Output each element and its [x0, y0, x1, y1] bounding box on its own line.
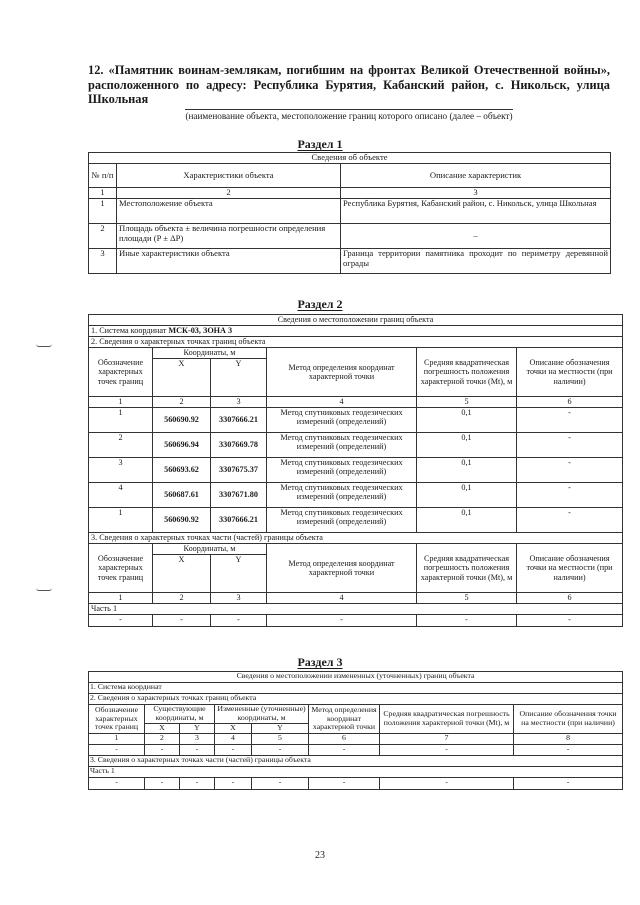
col-number-header: № п/п [89, 164, 117, 188]
index-cell: 4 [267, 593, 417, 604]
col-description-header: Описание характеристик [341, 164, 611, 188]
index-cell: 2 [117, 188, 341, 199]
index-cell: 1 [89, 188, 117, 199]
index-cell: 2 [153, 593, 211, 604]
index-cell: 2 [145, 734, 180, 745]
col-x-header: X [153, 359, 211, 397]
col-point-header: Обозначение характерных точек границ [89, 544, 153, 593]
col-accuracy-header: Средняя квадратическая погрешность положения характерной точки (Mt), м [417, 544, 517, 593]
col-x-header: X [145, 724, 180, 734]
margin-mark [36, 588, 52, 591]
index-cell: 5 [417, 397, 517, 408]
col-changed-coords-header: Измененные (уточненные) координаты, м [215, 705, 309, 724]
table-row: 1 Местоположение объекта Республика Бурятия, Кабанский район, с. Никольск, улица Школьная [89, 199, 611, 224]
table-row: - - - - - - [89, 615, 623, 627]
index-cell: 2 [153, 397, 211, 408]
margin-mark [36, 344, 52, 347]
points-subheading: 2. Сведения о характерных точках границ объекта [89, 337, 623, 348]
section-3-caption: Сведения о местоположении измененных (уточненных) границ объекта [89, 672, 623, 683]
index-cell: 6 [517, 593, 623, 604]
part-label: Часть 1 [89, 767, 623, 778]
col-method-header: Метод определения координат характерной точки [309, 705, 380, 734]
points-subheading: 2. Сведения о характерных точках границ объекта [89, 694, 623, 705]
col-coordinates-header: Координаты, м [153, 544, 267, 555]
object-heading-note: (наименование объекта, местоположение границ которого описано (далее – объект) [185, 111, 513, 121]
index-cell: 3 [211, 397, 267, 408]
page-number: 23 [315, 850, 325, 861]
parts-subheading: 3. Сведения о характерных точках части (частей) границы объекта [89, 756, 623, 767]
index-cell: 5 [417, 593, 517, 604]
index-cell: 3 [211, 593, 267, 604]
section-3-table [88, 671, 623, 790]
col-description-header: Описание обозначения точки на местности (при наличии) [517, 348, 623, 397]
col-y-header: Y [211, 359, 267, 397]
col-characteristics-header: Характеристики объекта [117, 164, 341, 188]
col-method-header: Метод определения координат характерной точки [267, 348, 417, 397]
col-description-header: Описание обозначения точки на местности (при наличии) [514, 705, 623, 734]
table-row: 2 560696.94 3307669.78 Метод спутниковых геодезических измерений (определений) 0,1 - [89, 433, 623, 458]
section-1-table [88, 152, 611, 274]
table-row: 3 560693.62 3307675.37 Метод спутниковых геодезических измерений (определений) 0,1 - [89, 458, 623, 483]
section-2-caption: Сведения о местоположении границ объекта [89, 315, 623, 326]
table-row: 1 560690.92 3307666.21 Метод спутниковых геодезических измерений (определений) 0,1 - [89, 408, 623, 433]
index-cell: 3 [180, 734, 215, 745]
col-x-header: X [153, 555, 211, 593]
col-x-header: X [215, 724, 252, 734]
col-y-header: Y [211, 555, 267, 593]
index-cell: 4 [215, 734, 252, 745]
table-row: 2 Площадь объекта ± величина погрешности определения площади (P ± ΔP) – [89, 224, 611, 249]
col-accuracy-header: Средняя квадратическая погрешность положения характерной точки (Mt), м [417, 348, 517, 397]
col-y-header: Y [252, 724, 309, 734]
index-cell: 1 [89, 397, 153, 408]
section-1-title: Раздел 1 [297, 137, 343, 151]
part-label: Часть 1 [89, 604, 623, 615]
col-description-header: Описание обозначения точки на местности (при наличии) [517, 544, 623, 593]
section-2-title: Раздел 2 [297, 297, 343, 311]
col-existing-coords-header: Существующие координаты, м [145, 705, 215, 724]
index-cell: 1 [89, 734, 145, 745]
section-3-title: Раздел 3 [297, 655, 343, 669]
col-y-header: Y [180, 724, 215, 734]
col-point-header: Обозначение характерных точек границ [89, 348, 153, 397]
index-cell: 4 [267, 397, 417, 408]
object-heading: 12. «Памятник воинам-землякам, погибшим на фронтах Великой Отечественной войны», расположенного по адресу: Республика Бурятия, Кабанский район, с. Никольск, улица Школьная [88, 63, 610, 106]
col-point-header: Обозначение характерных точек границ [89, 705, 145, 734]
index-cell: 1 [89, 593, 153, 604]
index-cell: 6 [517, 397, 623, 408]
section-2-table [88, 314, 623, 627]
index-cell: 6 [309, 734, 380, 745]
table-row: - - - - - - - - [89, 745, 623, 756]
table-row: - - - - - - - - [89, 778, 623, 790]
coordinate-system-row: 1. Система координат [89, 683, 623, 694]
col-method-header: Метод определения координат характерной точки [267, 544, 417, 593]
col-accuracy-header: Средняя квадратическая погрешность положения характерной точки (Mt), м [380, 705, 514, 734]
index-cell: 5 [252, 734, 309, 745]
index-cell: 8 [514, 734, 623, 745]
index-cell: 7 [380, 734, 514, 745]
index-cell: 3 [341, 188, 611, 199]
col-coordinates-header: Координаты, м [153, 348, 267, 359]
table-row: 4 560687.61 3307671.80 Метод спутниковых геодезических измерений (определений) 0,1 - [89, 483, 623, 508]
coordinate-system-row: 1. Система координат МСК-03, ЗОНА 3 [89, 326, 623, 337]
section-1-caption: Сведения об объекте [89, 153, 611, 164]
parts-subheading: 3. Сведения о характерных точках части (частей) границы объекта [89, 533, 623, 544]
table-row: 3 Иные характеристики объекта Граница территории памятника проходит по периметру деревянной ограды [89, 249, 611, 274]
table-row: 1 560690.92 3307666.21 Метод спутниковых геодезических измерений (определений) 0,1 - [89, 508, 623, 533]
